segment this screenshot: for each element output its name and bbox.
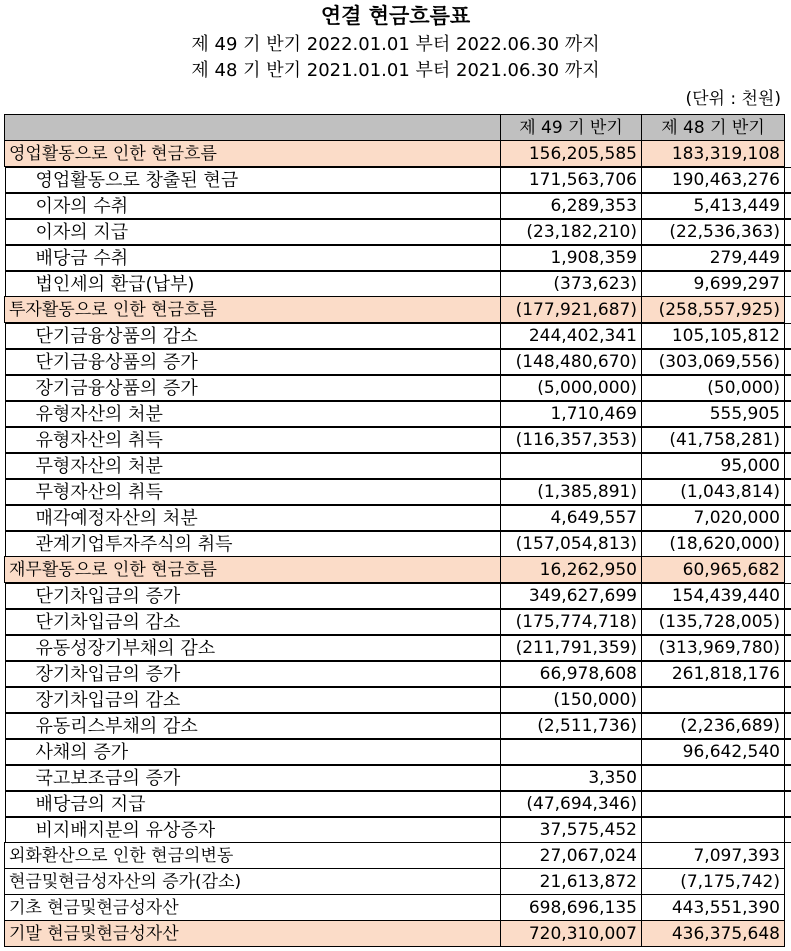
- row-label: 단기차입금의 증가: [5, 583, 791, 609]
- table-row: [5, 843, 785, 869]
- row-label: 단기금융상품의 감소: [5, 323, 791, 349]
- cash-flow-table: [4, 114, 785, 947]
- row-label: 장기금융상품의 증가: [5, 375, 791, 401]
- current-period-value: 244,402,341: [501, 323, 642, 349]
- row-label: 관계기업투자주식의 취득: [5, 531, 791, 557]
- prior-period-value: (135,728,005): [642, 609, 785, 635]
- table-row: [5, 895, 785, 921]
- table-row: [5, 297, 785, 323]
- table-header-row: [5, 115, 785, 141]
- table-row: [5, 635, 785, 661]
- row-label: 영업활동으로 창출된 현금: [5, 167, 791, 193]
- prior-period-value: 9,699,297: [642, 271, 785, 297]
- row-label: 비지배지분의 유상증자: [5, 817, 791, 843]
- prior-period-value: (7,175,742): [642, 869, 785, 895]
- row-label: 배당금의 지급: [5, 791, 791, 817]
- header-prior-period: 제 48 기 반기: [642, 115, 785, 141]
- current-period-value: (150,000): [501, 687, 642, 713]
- table-row: [5, 583, 785, 609]
- row-label: 국고보조금의 증가: [5, 765, 791, 791]
- prior-period-value: 154,439,440: [642, 583, 785, 609]
- current-period-value: 1,908,359: [501, 245, 642, 271]
- row-label: 재무활동으로 인한 현금흐름: [5, 557, 501, 583]
- prior-period-value: 436,375,648: [642, 921, 785, 947]
- table-row: [5, 817, 785, 843]
- table-row: [5, 609, 785, 635]
- row-label: 외화환산으로 인한 현금의변동: [5, 843, 501, 869]
- table-row: [5, 713, 785, 739]
- current-period-value: (116,357,353): [501, 427, 642, 453]
- table-row: [5, 557, 785, 583]
- row-label: 유형자산의 취득: [5, 427, 791, 453]
- table-row: [5, 505, 785, 531]
- table-row: [5, 427, 785, 453]
- prior-period-value: 555,905: [642, 401, 785, 427]
- row-label: 유동리스부채의 감소: [5, 713, 791, 739]
- prior-period-value: 190,463,276: [642, 167, 785, 193]
- current-period-value: 156,205,585: [501, 141, 642, 167]
- current-period-value: 66,978,608: [501, 661, 642, 687]
- row-label: 매각예정자산의 처분: [5, 505, 791, 531]
- table-row: [5, 739, 785, 765]
- row-label: 무형자산의 취득: [5, 479, 791, 505]
- current-period-value: 6,289,353: [501, 193, 642, 219]
- table-row: [5, 193, 785, 219]
- row-label: 이자의 지급: [5, 219, 791, 245]
- row-label: 영업활동으로 인한 현금흐름: [5, 141, 501, 167]
- row-label: 무형자산의 처분: [5, 453, 791, 479]
- current-period-value: 349,627,699: [501, 583, 642, 609]
- statement-title: 연결 현금흐름표: [320, 3, 471, 28]
- prior-period-value: 5,413,449: [642, 193, 785, 219]
- table-row: [5, 375, 785, 401]
- current-period-value: (177,921,687): [501, 297, 642, 323]
- period-current: 제 49 기 반기 2022.01.01 부터 2022.06.30 까지: [191, 34, 600, 55]
- table-row: [5, 245, 785, 271]
- current-period-value: 698,696,135: [501, 895, 642, 921]
- current-period-value: (148,480,670): [501, 349, 642, 375]
- current-period-value: (175,774,718): [501, 609, 642, 635]
- table-row: [5, 323, 785, 349]
- current-period-value: 171,563,706: [501, 167, 642, 193]
- table-row: [5, 687, 785, 713]
- prior-period-value: 60,965,682: [642, 557, 785, 583]
- prior-period-value: 279,449: [642, 245, 785, 271]
- table-row: [5, 765, 785, 791]
- current-period-value: 4,649,557: [501, 505, 642, 531]
- current-period-value: 1,710,469: [501, 401, 642, 427]
- prior-period-value: (1,043,814): [642, 479, 785, 505]
- row-label: 이자의 수취: [5, 193, 791, 219]
- row-label: 장기차입금의 증가: [5, 661, 791, 687]
- row-label: 장기차입금의 감소: [5, 687, 791, 713]
- table-row: [5, 453, 785, 479]
- prior-period-value: 105,105,812: [642, 323, 785, 349]
- prior-period-value: (303,069,556): [642, 349, 785, 375]
- prior-period-value: 96,642,540: [642, 739, 785, 765]
- current-period-value: (5,000,000): [501, 375, 642, 401]
- table-row: [5, 921, 785, 947]
- row-label: 기초 현금및현금성자산: [5, 895, 501, 921]
- prior-period-value: (22,536,363): [642, 219, 785, 245]
- current-period-value: (1,385,891): [501, 479, 642, 505]
- row-label: 현금및현금성자산의 증가(감소): [5, 869, 501, 895]
- current-period-value: 27,067,024: [501, 843, 642, 869]
- row-label: 단기차입금의 감소: [5, 609, 791, 635]
- prior-period-value: 183,319,108: [642, 141, 785, 167]
- current-period-value: (2,511,736): [501, 713, 642, 739]
- row-label: 사채의 증가: [5, 739, 791, 765]
- prior-period-value: (2,236,689): [642, 713, 785, 739]
- row-label: 기말 현금및현금성자산: [5, 921, 501, 947]
- row-label: 유형자산의 처분: [5, 401, 791, 427]
- table-row: [5, 141, 785, 167]
- current-period-value: 3,350: [501, 765, 642, 791]
- table-row: [5, 531, 785, 557]
- row-label: 유동성장기부채의 감소: [5, 635, 791, 661]
- table-row: [5, 271, 785, 297]
- prior-period-value: (50,000): [642, 375, 785, 401]
- current-period-value: (47,694,346): [501, 791, 642, 817]
- prior-period-value: 261,818,176: [642, 661, 785, 687]
- prior-period-value: (18,620,000): [642, 531, 785, 557]
- row-label: 법인세의 환급(납부): [5, 271, 791, 297]
- table-row: [5, 661, 785, 687]
- table-row: [5, 791, 785, 817]
- prior-period-value: 7,097,393: [642, 843, 785, 869]
- table-row: [5, 219, 785, 245]
- period-prior: 제 48 기 반기 2021.01.01 부터 2021.06.30 까지: [191, 60, 600, 81]
- prior-period-value: (258,557,925): [642, 297, 785, 323]
- header-label-cell: [5, 115, 501, 141]
- prior-period-value: (41,758,281): [642, 427, 785, 453]
- current-period-value: 16,262,950: [501, 557, 642, 583]
- table-row: [5, 167, 785, 193]
- table-body: [5, 141, 785, 947]
- current-period-value: 37,575,452: [501, 817, 642, 843]
- row-label: 투자활동으로 인한 현금흐름: [5, 297, 501, 323]
- row-label: 배당금 수취: [5, 245, 791, 271]
- prior-period-value: (313,969,780): [642, 635, 785, 661]
- current-period-value: (373,623): [501, 271, 642, 297]
- current-period-value: 720,310,007: [501, 921, 642, 947]
- header-current-period: 제 49 기 반기: [501, 115, 642, 141]
- prior-period-value: 95,000: [642, 453, 785, 479]
- table-row: [5, 401, 785, 427]
- table-row: [5, 349, 785, 375]
- current-period-value: 21,613,872: [501, 869, 642, 895]
- unit-label: (단위 : 천원): [685, 89, 781, 109]
- prior-period-value: 7,020,000: [642, 505, 785, 531]
- table-row: [5, 479, 785, 505]
- row-label: 단기금융상품의 증가: [5, 349, 791, 375]
- prior-period-value: 443,551,390: [642, 895, 785, 921]
- table-row: [5, 869, 785, 895]
- current-period-value: (211,791,359): [501, 635, 642, 661]
- current-period-value: (157,054,813): [501, 531, 642, 557]
- current-period-value: (23,182,210): [501, 219, 642, 245]
